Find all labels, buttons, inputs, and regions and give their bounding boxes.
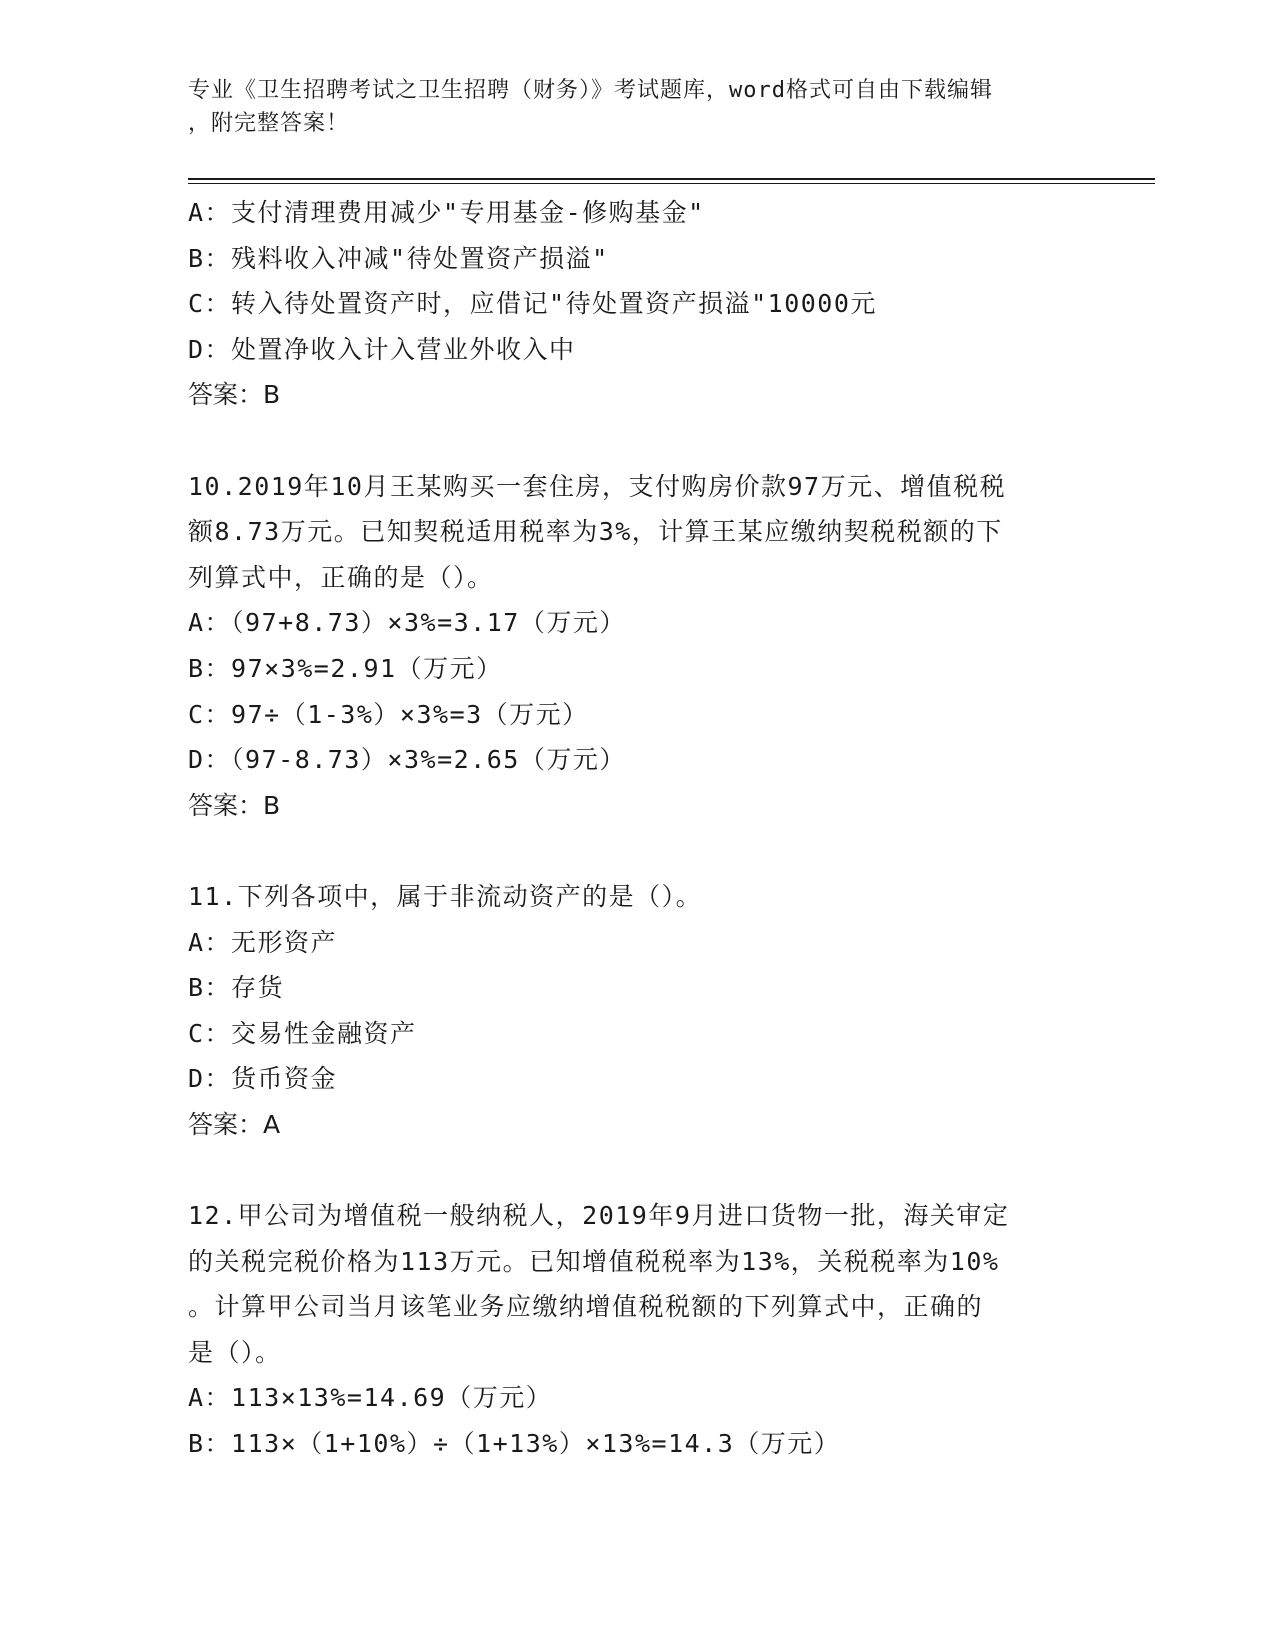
- question-stem-line: 10.2019年10月王某购买一套住房，支付购房价款97万元、增值税税: [188, 471, 1007, 501]
- option-a: A：无形资产: [188, 927, 338, 957]
- option-d: D：处置净收入计入营业外收入中: [188, 334, 576, 364]
- header-divider-thick: [188, 178, 1155, 180]
- question-11: [188, 874, 1088, 1148]
- spacer: [188, 418, 1088, 464]
- option-b: B：存货: [188, 973, 285, 1003]
- option-b: B：113×（1+10%）÷（1+13%）×13%=14.3（万元）: [188, 1429, 841, 1459]
- answer-line: 答案：B: [188, 380, 281, 410]
- option-a: A：（97+8.73）×3%=3.17（万元）: [188, 608, 626, 638]
- question-9-continued: [188, 190, 1088, 418]
- header-line-1: 专业《卫生招聘考试之卫生招聘（财务）》考试题库，word格式可自由下载编辑: [188, 78, 993, 103]
- option-d: D：（97-8.73）×3%=2.65（万元）: [188, 745, 626, 775]
- answer-line: 答案：B: [188, 790, 281, 820]
- document-body: [188, 190, 1088, 1467]
- option-c: C：转入待处置资产时，应借记"待处置资产损溢"10000元: [188, 289, 877, 319]
- document-header: [188, 74, 1068, 140]
- question-stem-line: 额8.73万元。已知契税适用税率为3%，计算王某应缴纳契税税额的下: [188, 517, 1003, 547]
- option-b: B：97×3%=2.91（万元）: [188, 653, 503, 683]
- question-stem-line: 12.甲公司为增值税一般纳税人，2019年9月进口货物一批，海关审定: [188, 1201, 1010, 1231]
- spacer: [188, 828, 1088, 874]
- question-12: [188, 1193, 1088, 1467]
- header-divider-thin: [188, 183, 1155, 184]
- question-stem-line: 的关税完税价格为113万元。已知增值税税率为13%，关税税率为10%: [188, 1246, 1000, 1276]
- option-b: B：残料收入冲减"待处置资产损溢": [188, 243, 609, 273]
- option-a: A：支付清理费用减少"专用基金-修购基金": [188, 198, 705, 227]
- option-a: A：113×13%=14.69（万元）: [188, 1383, 553, 1413]
- option-d: D：货币资金: [188, 1064, 338, 1094]
- question-stem-line: 是（）。: [188, 1337, 282, 1367]
- answer-line: 答案：A: [188, 1109, 281, 1139]
- question-stem-line: 。计算甲公司当月该笔业务应缴纳增值税税额的下列算式中，正确的: [188, 1292, 984, 1322]
- option-c: C：97÷（1-3%）×3%=3（万元）: [188, 699, 589, 729]
- option-c: C：交易性金融资产: [188, 1018, 417, 1048]
- question-stem-line: 列算式中，正确的是（）。: [188, 562, 494, 592]
- header-line-2: ，附完整答案！: [188, 111, 350, 136]
- question-stem-line: 11.下列各项中，属于非流动资产的是（）。: [188, 881, 703, 911]
- spacer: [188, 1147, 1088, 1193]
- question-10: [188, 464, 1088, 829]
